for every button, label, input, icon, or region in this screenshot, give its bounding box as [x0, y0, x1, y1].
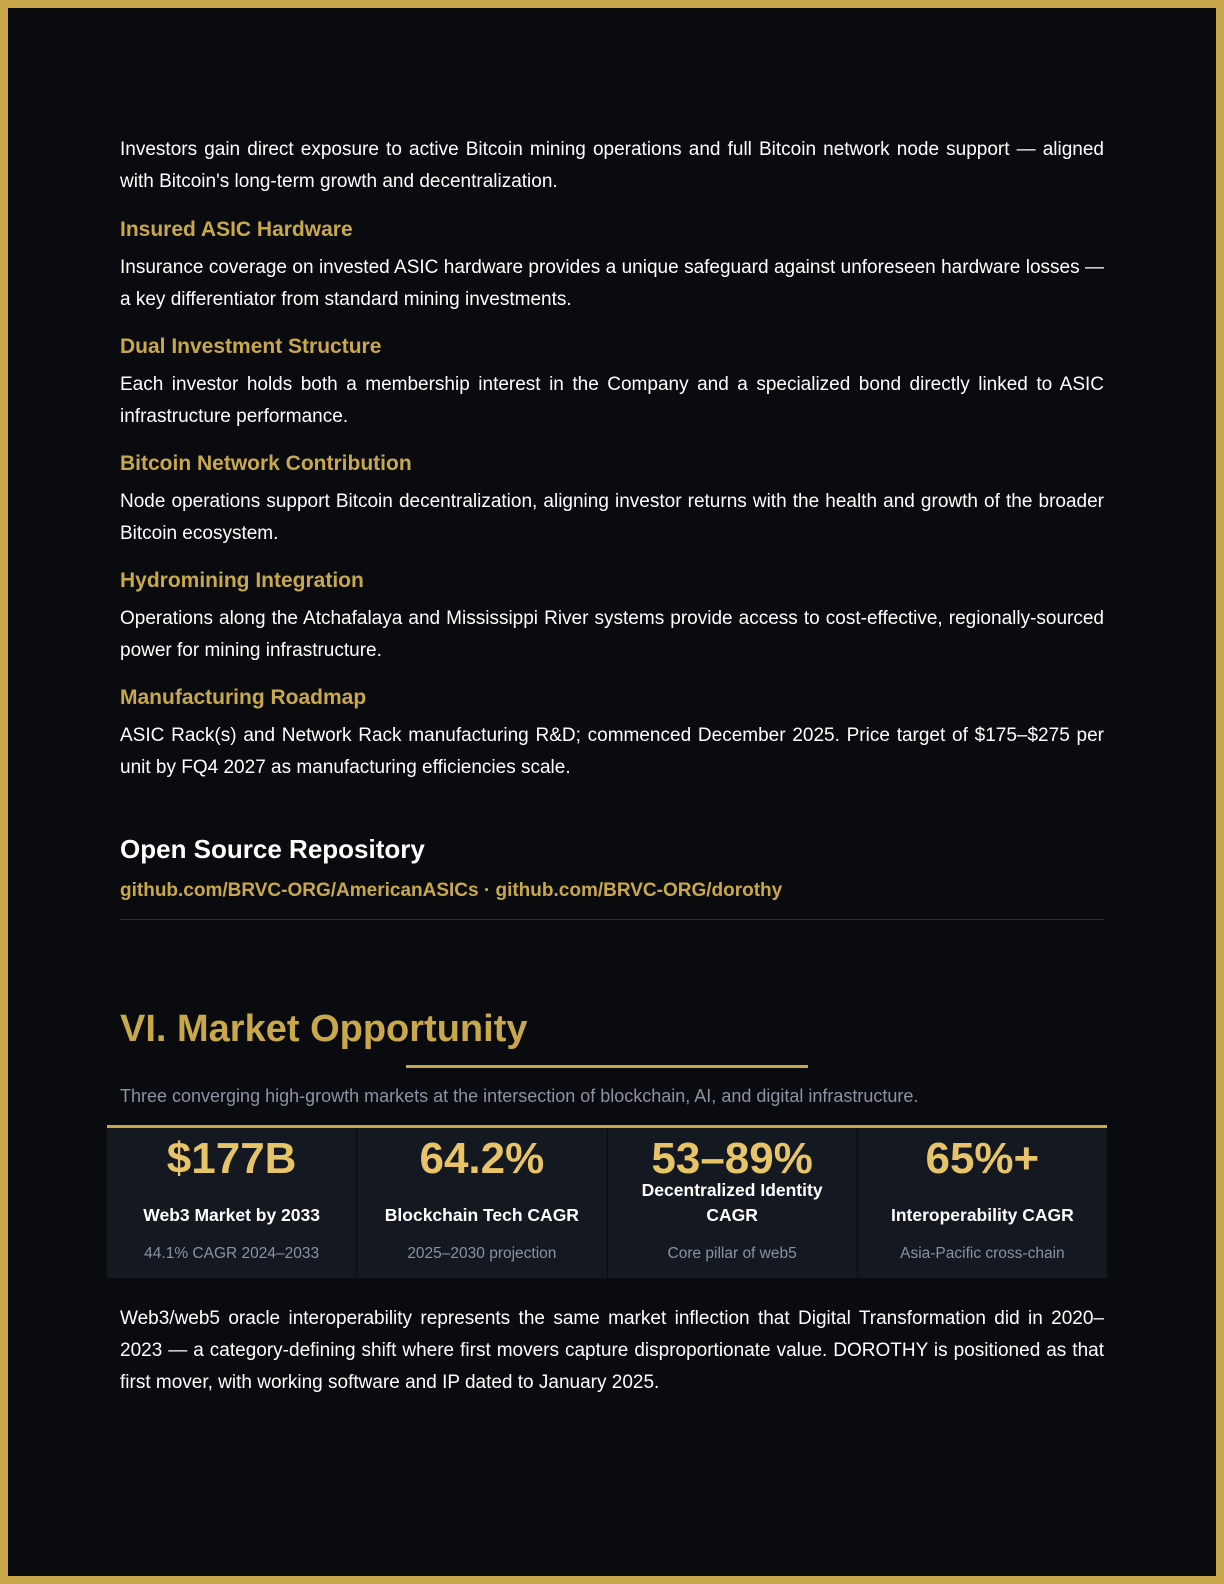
- stats-row: [107, 1125, 1107, 1278]
- stat-note: 44.1% CAGR 2024–2033: [144, 1245, 320, 1262]
- feature-title: Manufacturing Roadmap: [120, 686, 367, 709]
- section-subtitle: Three converging high-growth markets at the intersection of blockchain, AI, and digital infrastructure.: [120, 1086, 919, 1106]
- feature-bitcoin-network: [120, 450, 1104, 550]
- intro-paragraph: Investors gain direct exposure to active Bitcoin mining operations and full Bitcoin network node support — aligned with Bitcoin's long-term growth and decentralization.: [120, 139, 1104, 192]
- feature-hydromining: [120, 567, 1104, 667]
- stat-card: [608, 1128, 858, 1278]
- feature-title: Hydromining Integration: [120, 569, 364, 592]
- feature-title: Insured ASIC Hardware: [120, 218, 353, 241]
- feature-title: Dual Investment Structure: [120, 335, 382, 358]
- feature-text: Operations along the Atchafalaya and Mississippi River systems provide access to cost-effective, regionally-sourced power for mining infrastructure.: [120, 608, 1104, 661]
- stat-label: Decentralized Identity CAGR: [641, 1180, 823, 1225]
- feature-text: Insurance coverage on invested ASIC hardware provides a unique safeguard against unforeseen hardware losses — a key differentiator from standard mining investments.: [120, 257, 1104, 310]
- stat-value: 64.2%: [419, 1134, 545, 1183]
- stat-label: Interoperability CAGR: [890, 1205, 1074, 1225]
- repo-links[interactable]: github.com/BRVC-ORG/AmericanASICs · github.com/BRVC-ORG/dorothy: [120, 880, 783, 901]
- section-title: VI. Market Opportunity: [120, 1008, 528, 1050]
- stat-card: [357, 1128, 607, 1278]
- feature-text: ASIC Rack(s) and Network Rack manufacturing R&D; commenced December 2025. Price target of $175–$275 per unit by FQ4 2027 as manufacturing efficiencies scale.: [120, 725, 1104, 778]
- divider: [120, 919, 1104, 920]
- feature-text: Node operations support Bitcoin decentralization, aligning investor returns with the health and growth of the broader Bitcoin ecosystem.: [120, 491, 1104, 544]
- stat-note: Core pillar of web5: [667, 1245, 797, 1262]
- closing-paragraph: Web3/web5 oracle interoperability represents the same market inflection that Digital Transformation did in 2020–2023 — a category-defining shift where first movers capture disproportionate value. DOROTHY is positioned as that first mover, with working software and IP dated to January 2025.: [120, 1308, 1104, 1393]
- stat-label: Web3 Market by 2033: [143, 1205, 320, 1225]
- stat-value: 53–89%: [651, 1134, 813, 1183]
- stat-value: $177B: [166, 1134, 297, 1183]
- document-page: [8, 8, 1216, 1576]
- stat-value: 65%+: [925, 1134, 1040, 1183]
- stat-note: Asia-Pacific cross-chain: [900, 1245, 1065, 1262]
- feature-title: Bitcoin Network Contribution: [120, 452, 412, 475]
- stat-card: [858, 1128, 1107, 1278]
- stat-label: Blockchain Tech CAGR: [384, 1205, 579, 1225]
- features-section: [120, 134, 1104, 801]
- stat-note: 2025–2030 projection: [407, 1245, 557, 1262]
- feature-insured-asic: [120, 216, 1104, 316]
- feature-manufacturing: [120, 684, 1104, 784]
- stat-card: [107, 1128, 357, 1278]
- repo-title: Open Source Repository: [120, 834, 425, 864]
- feature-text: Each investor holds both a membership interest in the Company and a specialized bond directly linked to ASIC infrastructure performance.: [120, 374, 1104, 427]
- section-title-underline: [406, 1065, 808, 1068]
- feature-dual-investment: [120, 333, 1104, 433]
